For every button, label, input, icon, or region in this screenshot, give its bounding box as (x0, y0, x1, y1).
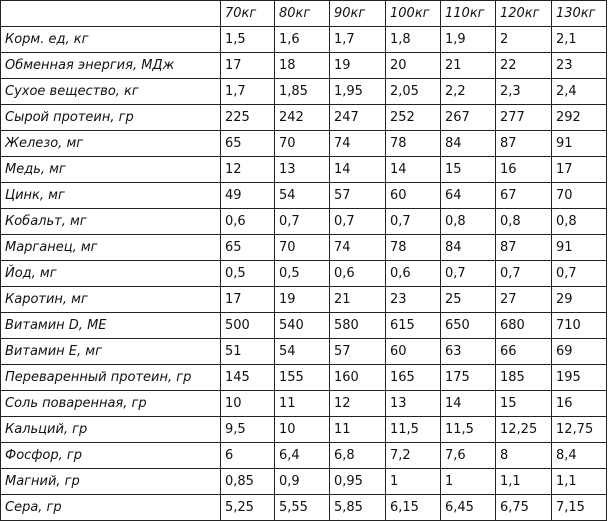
value-cell: 225 (221, 105, 275, 131)
value-cell: 65 (221, 235, 275, 261)
value-cell: 69 (552, 339, 607, 365)
value-cell: 60 (386, 183, 441, 209)
value-cell: 6,15 (386, 495, 441, 521)
value-cell: 680 (496, 313, 552, 339)
value-cell: 19 (330, 53, 386, 79)
value-cell: 14 (386, 157, 441, 183)
value-cell: 1 (441, 469, 496, 495)
value-cell: 2,2 (441, 79, 496, 105)
value-cell: 0,9 (275, 469, 330, 495)
value-cell: 1,5 (221, 27, 275, 53)
value-cell: 540 (275, 313, 330, 339)
value-cell: 0,8 (441, 209, 496, 235)
row-label: Йод, мг (1, 261, 221, 287)
value-cell: 67 (496, 183, 552, 209)
value-cell: 11,5 (441, 417, 496, 443)
value-cell: 74 (330, 131, 386, 157)
table-row (1, 157, 607, 183)
value-cell: 0,85 (221, 469, 275, 495)
value-cell: 14 (330, 157, 386, 183)
value-cell: 17 (221, 53, 275, 79)
value-cell: 74 (330, 235, 386, 261)
table-row (1, 495, 607, 521)
value-cell: 267 (441, 105, 496, 131)
value-cell: 0,7 (386, 209, 441, 235)
table-row (1, 105, 607, 131)
value-cell: 5,85 (330, 495, 386, 521)
value-cell: 145 (221, 365, 275, 391)
value-cell: 14 (441, 391, 496, 417)
value-cell: 6,8 (330, 443, 386, 469)
table-row (1, 417, 607, 443)
row-label: Сырой протеин, гр (1, 105, 221, 131)
value-cell: 155 (275, 365, 330, 391)
value-cell: 0,6 (386, 261, 441, 287)
value-cell: 1,7 (330, 27, 386, 53)
value-cell: 70 (552, 183, 607, 209)
value-cell: 8,4 (552, 443, 607, 469)
value-cell: 7,6 (441, 443, 496, 469)
value-cell: 252 (386, 105, 441, 131)
value-cell: 0,8 (496, 209, 552, 235)
table-row (1, 287, 607, 313)
value-cell: 7,2 (386, 443, 441, 469)
row-label: Витамин Е, мг (1, 339, 221, 365)
value-cell: 1,6 (275, 27, 330, 53)
value-cell: 580 (330, 313, 386, 339)
value-cell: 0,7 (275, 209, 330, 235)
table-row (1, 235, 607, 261)
table-row (1, 339, 607, 365)
row-label: Обменная энергия, МДж (1, 53, 221, 79)
value-cell: 1,7 (221, 79, 275, 105)
value-cell: 20 (386, 53, 441, 79)
value-cell: 0,6 (221, 209, 275, 235)
value-cell: 22 (496, 53, 552, 79)
value-cell: 1,95 (330, 79, 386, 105)
value-cell: 63 (441, 339, 496, 365)
header-weight-80: 80кг (275, 1, 330, 27)
header-row (1, 1, 607, 27)
value-cell: 650 (441, 313, 496, 339)
value-cell: 0,7 (496, 261, 552, 287)
value-cell: 11 (330, 417, 386, 443)
value-cell: 13 (386, 391, 441, 417)
value-cell: 78 (386, 131, 441, 157)
header-weight-70: 70кг (221, 1, 275, 27)
value-cell: 2,05 (386, 79, 441, 105)
value-cell: 9,5 (221, 417, 275, 443)
value-cell: 6,45 (441, 495, 496, 521)
row-label: Корм. ед, кг (1, 27, 221, 53)
value-cell: 64 (441, 183, 496, 209)
value-cell: 8 (496, 443, 552, 469)
value-cell: 21 (330, 287, 386, 313)
table-row (1, 365, 607, 391)
value-cell: 242 (275, 105, 330, 131)
value-cell: 10 (221, 391, 275, 417)
row-label: Каротин, мг (1, 287, 221, 313)
value-cell: 2 (496, 27, 552, 53)
row-label: Сухое вещество, кг (1, 79, 221, 105)
value-cell: 70 (275, 131, 330, 157)
value-cell: 12 (330, 391, 386, 417)
header-weight-130: 130кг (552, 1, 607, 27)
value-cell: 175 (441, 365, 496, 391)
value-cell: 1,9 (441, 27, 496, 53)
value-cell: 2,3 (496, 79, 552, 105)
value-cell: 13 (275, 157, 330, 183)
value-cell: 84 (441, 235, 496, 261)
header-weight-100: 100кг (386, 1, 441, 27)
value-cell: 21 (441, 53, 496, 79)
value-cell: 12,75 (552, 417, 607, 443)
value-cell: 27 (496, 287, 552, 313)
table-row (1, 131, 607, 157)
table-row (1, 27, 607, 53)
value-cell: 0,6 (330, 261, 386, 287)
value-cell: 87 (496, 235, 552, 261)
value-cell: 0,7 (552, 261, 607, 287)
value-cell: 0,5 (275, 261, 330, 287)
value-cell: 29 (552, 287, 607, 313)
row-label: Переваренный протеин, гр (1, 365, 221, 391)
table-row (1, 313, 607, 339)
value-cell: 54 (275, 183, 330, 209)
value-cell: 0,7 (330, 209, 386, 235)
value-cell: 1 (386, 469, 441, 495)
value-cell: 78 (386, 235, 441, 261)
value-cell: 49 (221, 183, 275, 209)
value-cell: 57 (330, 339, 386, 365)
row-label: Кобальт, мг (1, 209, 221, 235)
row-label: Витамин D, МЕ (1, 313, 221, 339)
value-cell: 16 (552, 391, 607, 417)
value-cell: 1,8 (386, 27, 441, 53)
value-cell: 17 (221, 287, 275, 313)
value-cell: 195 (552, 365, 607, 391)
value-cell: 1,1 (496, 469, 552, 495)
value-cell: 23 (386, 287, 441, 313)
value-cell: 91 (552, 235, 607, 261)
value-cell: 11,5 (386, 417, 441, 443)
table-body (1, 27, 607, 521)
value-cell: 160 (330, 365, 386, 391)
value-cell: 51 (221, 339, 275, 365)
value-cell: 91 (552, 131, 607, 157)
value-cell: 10 (275, 417, 330, 443)
table-row (1, 183, 607, 209)
row-label: Фосфор, гр (1, 443, 221, 469)
value-cell: 185 (496, 365, 552, 391)
value-cell: 1,85 (275, 79, 330, 105)
value-cell: 12,25 (496, 417, 552, 443)
value-cell: 710 (552, 313, 607, 339)
header-weight-120: 120кг (496, 1, 552, 27)
value-cell: 2,1 (552, 27, 607, 53)
value-cell: 0,5 (221, 261, 275, 287)
value-cell: 17 (552, 157, 607, 183)
row-label: Железо, мг (1, 131, 221, 157)
header-weight-90: 90кг (330, 1, 386, 27)
value-cell: 165 (386, 365, 441, 391)
row-label: Кальций, гр (1, 417, 221, 443)
table-row (1, 261, 607, 287)
value-cell: 5,25 (221, 495, 275, 521)
value-cell: 23 (552, 53, 607, 79)
value-cell: 6 (221, 443, 275, 469)
value-cell: 0,95 (330, 469, 386, 495)
header-corner-cell (1, 1, 221, 27)
row-label: Цинк, мг (1, 183, 221, 209)
value-cell: 65 (221, 131, 275, 157)
value-cell: 54 (275, 339, 330, 365)
table-row (1, 443, 607, 469)
value-cell: 15 (441, 157, 496, 183)
value-cell: 15 (496, 391, 552, 417)
value-cell: 0,7 (441, 261, 496, 287)
table-row (1, 391, 607, 417)
value-cell: 500 (221, 313, 275, 339)
header-weight-110: 110кг (441, 1, 496, 27)
value-cell: 87 (496, 131, 552, 157)
value-cell: 6,75 (496, 495, 552, 521)
table-row (1, 469, 607, 495)
value-cell: 57 (330, 183, 386, 209)
value-cell: 277 (496, 105, 552, 131)
value-cell: 0,8 (552, 209, 607, 235)
table-row (1, 53, 607, 79)
table-row (1, 209, 607, 235)
value-cell: 66 (496, 339, 552, 365)
value-cell: 25 (441, 287, 496, 313)
value-cell: 84 (441, 131, 496, 157)
value-cell: 11 (275, 391, 330, 417)
value-cell: 247 (330, 105, 386, 131)
row-label: Сера, гр (1, 495, 221, 521)
row-label: Соль поваренная, гр (1, 391, 221, 417)
row-label: Магний, гр (1, 469, 221, 495)
value-cell: 6,4 (275, 443, 330, 469)
value-cell: 60 (386, 339, 441, 365)
value-cell: 16 (496, 157, 552, 183)
row-label: Марганец, мг (1, 235, 221, 261)
value-cell: 70 (275, 235, 330, 261)
value-cell: 12 (221, 157, 275, 183)
value-cell: 5,55 (275, 495, 330, 521)
table-row (1, 79, 607, 105)
value-cell: 2,4 (552, 79, 607, 105)
value-cell: 18 (275, 53, 330, 79)
value-cell: 19 (275, 287, 330, 313)
row-label: Медь, мг (1, 157, 221, 183)
value-cell: 7,15 (552, 495, 607, 521)
value-cell: 1,1 (552, 469, 607, 495)
value-cell: 292 (552, 105, 607, 131)
value-cell: 615 (386, 313, 441, 339)
